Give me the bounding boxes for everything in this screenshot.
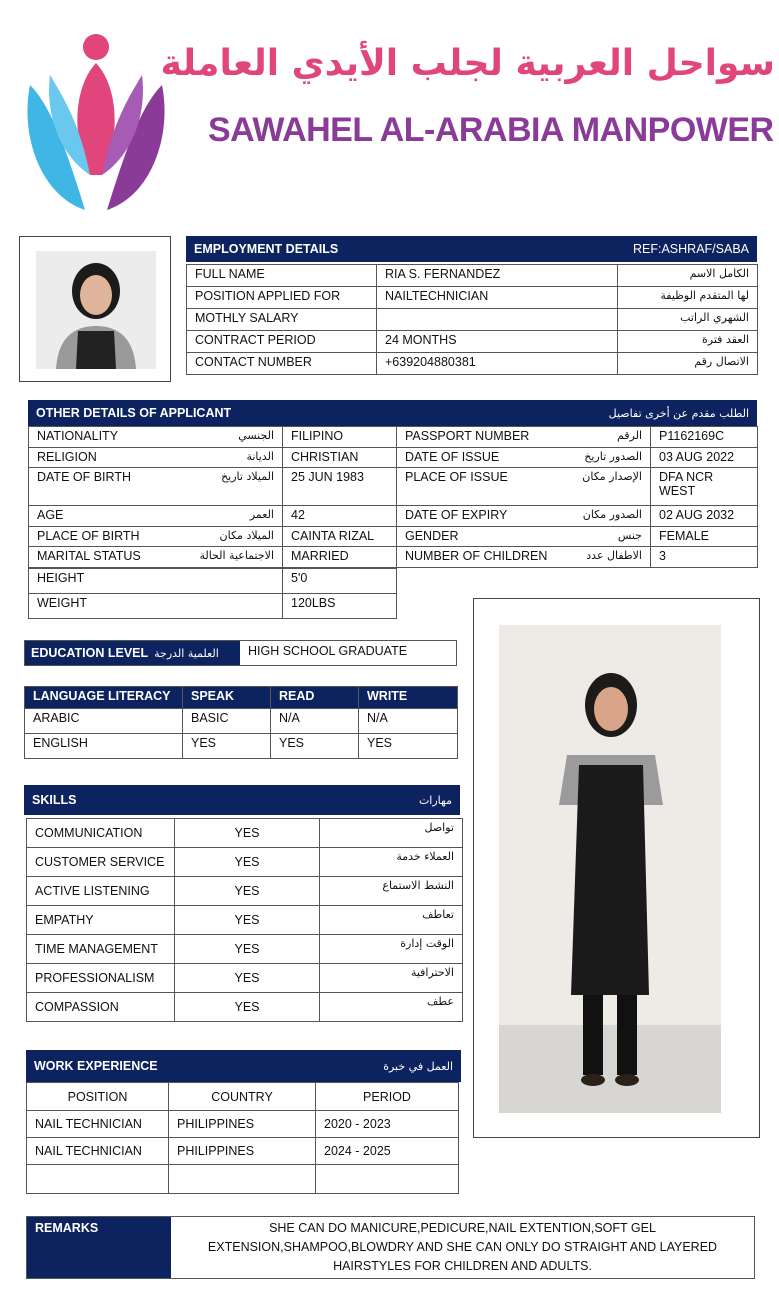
employment-title: EMPLOYMENT DETAILS xyxy=(194,242,339,256)
work-experience-header xyxy=(26,1050,461,1082)
other-details-table xyxy=(28,426,758,568)
passport-label-arabic: الرقم xyxy=(616,429,642,442)
language-cell: ARABIC xyxy=(25,709,183,734)
language-header: READ xyxy=(271,687,359,709)
skill-row xyxy=(27,993,463,1022)
work-table xyxy=(26,1082,459,1194)
skill-value: YES xyxy=(175,906,320,935)
detail-label-cell xyxy=(29,547,283,568)
field-label: CONTACT NUMBER xyxy=(187,353,377,375)
passport-label: PASSPORT NUMBER xyxy=(405,429,530,443)
skill-name-arabic: تواصل xyxy=(320,819,463,848)
passport-label-arabic: جنس xyxy=(617,528,642,542)
detail-row xyxy=(29,526,758,547)
field-label-arabic: الكامل الاسم xyxy=(618,265,758,287)
detail-label-arabic: الميلاد تاريخ xyxy=(221,470,274,483)
language-cell: N/A xyxy=(359,709,458,734)
detail-row xyxy=(29,427,758,448)
passport-value: 02 AUG 2032 xyxy=(651,506,758,527)
skill-name-arabic: عطف xyxy=(320,993,463,1022)
skill-row xyxy=(27,964,463,993)
skill-name: TIME MANAGEMENT xyxy=(27,935,175,964)
passport-value: DFA NCR WEST xyxy=(651,468,758,506)
passport-label-cell xyxy=(397,427,651,448)
company-logo xyxy=(20,25,172,217)
work-cell: NAIL TECHNICIAN xyxy=(27,1111,169,1138)
skills-table xyxy=(26,818,463,1022)
work-cell: PHILIPPINES xyxy=(169,1138,316,1165)
detail-label-arabic: الميلاد مكان xyxy=(219,528,274,542)
height-label: HEIGHT xyxy=(29,569,283,594)
employment-row xyxy=(187,309,758,331)
skill-name: CUSTOMER SERVICE xyxy=(27,848,175,877)
detail-row xyxy=(29,447,758,468)
language-header-row xyxy=(25,687,458,709)
passport-label: NUMBER OF CHILDREN xyxy=(405,549,548,563)
applicant-photo-full xyxy=(473,598,760,1138)
other-details-title-arabic: الطلب مقدم عن أخرى تفاصيل xyxy=(608,406,749,420)
remarks-row xyxy=(26,1216,755,1279)
skill-name: COMPASSION xyxy=(27,993,175,1022)
field-label: CONTRACT PERIOD xyxy=(187,331,377,353)
work-header: COUNTRY xyxy=(169,1083,316,1111)
detail-label: RELIGION xyxy=(37,449,97,464)
passport-label: GENDER xyxy=(405,528,459,543)
applicant-photo-small xyxy=(19,236,171,382)
work-cell: PHILIPPINES xyxy=(169,1111,316,1138)
detail-label: NATIONALITY xyxy=(37,429,119,443)
work-cell xyxy=(169,1165,316,1194)
detail-label-cell xyxy=(29,447,283,468)
detail-label-arabic: العمر xyxy=(249,508,274,521)
detail-label-arabic: الجنسي xyxy=(238,429,274,442)
skill-value: YES xyxy=(175,935,320,964)
remarks-text: SHE CAN DO MANICURE,PEDICURE,NAIL EXTENTION,SOFT GEL EXTENSION,SHAMPOO,BLOWDRY AND SHE CAN ONLY DO STRAIGHT AND LAYERED HAIRSTYLES FOR CHILDREN AND ADULTS. xyxy=(207,1221,718,1273)
employment-row xyxy=(187,287,758,309)
employment-row xyxy=(187,265,758,287)
reference: REF:ASHRAF/SABA xyxy=(633,242,749,256)
field-value xyxy=(377,309,618,331)
skill-row xyxy=(27,848,463,877)
company-name-arabic: سواحل العربية لجلب الأيدي العاملة xyxy=(160,43,775,84)
passport-label-cell xyxy=(397,468,651,506)
language-header: LANGUAGE LITERACY xyxy=(25,687,183,709)
detail-value: MARRIED xyxy=(283,547,397,568)
skill-name-arabic: تعاطف xyxy=(320,906,463,935)
detail-label: PLACE OF BIRTH xyxy=(37,528,140,543)
work-cell xyxy=(316,1165,459,1194)
skill-value: YES xyxy=(175,819,320,848)
work-title-arabic: العمل في خبرة xyxy=(383,1059,453,1073)
passport-label-cell xyxy=(397,547,651,568)
detail-value: CHRISTIAN xyxy=(283,447,397,468)
detail-label: DATE OF BIRTH xyxy=(37,470,131,484)
field-label-arabic: الاتصال رقم xyxy=(618,353,758,375)
work-title: WORK EXPERIENCE xyxy=(34,1059,158,1073)
other-details-header xyxy=(28,400,757,426)
detail-row xyxy=(29,547,758,568)
detail-row xyxy=(29,468,758,506)
height-value: 5'0 xyxy=(283,569,397,594)
field-value: NAILTECHNICIAN xyxy=(377,287,618,309)
field-label: FULL NAME xyxy=(187,265,377,287)
skill-name: ACTIVE LISTENING xyxy=(27,877,175,906)
field-label-arabic: الشهري الراتب xyxy=(618,309,758,331)
detail-value: CAINTA RIZAL xyxy=(283,526,397,547)
field-value: RIA S. FERNANDEZ xyxy=(377,265,618,287)
skill-value: YES xyxy=(175,964,320,993)
detail-row xyxy=(29,506,758,527)
employment-row xyxy=(187,331,758,353)
passport-label-cell xyxy=(397,506,651,527)
remarks-label: REMARKS xyxy=(27,1217,171,1278)
employment-details-header xyxy=(186,236,757,262)
skill-name: EMPATHY xyxy=(27,906,175,935)
language-cell: YES xyxy=(183,734,271,759)
skill-value: YES xyxy=(175,877,320,906)
skill-name-arabic: النشط الاستماع xyxy=(320,877,463,906)
skill-row xyxy=(27,819,463,848)
other-details-title: OTHER DETAILS OF APPLICANT xyxy=(36,406,232,420)
skill-value: YES xyxy=(175,848,320,877)
work-header-row xyxy=(27,1083,459,1111)
education-label-arabic: العلمية الدرجة xyxy=(154,646,219,660)
weight-label: WEIGHT xyxy=(29,594,283,619)
passport-label-arabic: الصدور تاريخ xyxy=(584,449,642,463)
skill-row xyxy=(27,935,463,964)
education-row xyxy=(24,640,457,666)
language-cell: N/A xyxy=(271,709,359,734)
language-row xyxy=(25,709,458,734)
skill-name: PROFESSIONALISM xyxy=(27,964,175,993)
work-header: POSITION xyxy=(27,1083,169,1111)
employment-table xyxy=(186,264,758,375)
detail-value: 42 xyxy=(283,506,397,527)
language-cell: BASIC xyxy=(183,709,271,734)
language-header: WRITE xyxy=(359,687,458,709)
detail-label-cell xyxy=(29,427,283,448)
work-row xyxy=(27,1138,459,1165)
passport-label-arabic: الاطفال عدد xyxy=(586,549,642,562)
detail-label: AGE xyxy=(37,508,64,522)
skill-name-arabic: الاحترافية xyxy=(320,964,463,993)
passport-value: 3 xyxy=(651,547,758,568)
skill-name-arabic: العملاء خدمة xyxy=(320,848,463,877)
detail-value: FILIPINO xyxy=(283,427,397,448)
work-cell: 2024 - 2025 xyxy=(316,1138,459,1165)
field-label: MOTHLY SALARY xyxy=(187,309,377,331)
education-label: EDUCATION LEVEL xyxy=(31,646,149,660)
physical-table xyxy=(28,568,397,619)
passport-value: P1162169C xyxy=(651,427,758,448)
passport-label-arabic: الإصدار مكان xyxy=(582,470,642,483)
skill-name-arabic: الوقت إدارة xyxy=(320,935,463,964)
skill-name: COMMUNICATION xyxy=(27,819,175,848)
language-cell: ENGLISH xyxy=(25,734,183,759)
field-label-arabic: العقد فترة xyxy=(618,331,758,353)
detail-label-arabic: الديانة xyxy=(246,449,274,463)
weight-value: 120LBS xyxy=(283,594,397,619)
language-row xyxy=(25,734,458,759)
passport-label: DATE OF ISSUE xyxy=(405,449,500,464)
detail-label-cell xyxy=(29,468,283,506)
work-row xyxy=(27,1111,459,1138)
detail-label-arabic: الاجتماعية الحالة xyxy=(199,549,274,562)
passport-label-cell xyxy=(397,447,651,468)
detail-label: MARITAL STATUS xyxy=(37,549,141,563)
skills-header xyxy=(24,785,460,815)
passport-label: DATE OF EXPIRY xyxy=(405,508,508,522)
passport-value: FEMALE xyxy=(651,526,758,547)
passport-label-arabic: الصدور مكان xyxy=(582,508,642,521)
company-name-english: SAWAHEL AL-ARABIA MANPOWER xyxy=(208,111,774,149)
language-cell: YES xyxy=(271,734,359,759)
work-cell: NAIL TECHNICIAN xyxy=(27,1138,169,1165)
language-header: SPEAK xyxy=(183,687,271,709)
passport-value: 03 AUG 2022 xyxy=(651,447,758,468)
work-row xyxy=(27,1165,459,1194)
passport-label-cell xyxy=(397,526,651,547)
skill-value: YES xyxy=(175,993,320,1022)
employment-row xyxy=(187,353,758,375)
detail-value: 25 JUN 1983 xyxy=(283,468,397,506)
detail-label-cell xyxy=(29,506,283,527)
skills-title: SKILLS xyxy=(32,793,77,807)
skills-title-arabic: مهارات xyxy=(418,793,452,807)
field-label-arabic: لها المتقدم الوظيفة xyxy=(618,287,758,309)
skill-row xyxy=(27,877,463,906)
work-header: PERIOD xyxy=(316,1083,459,1111)
field-value: +639204880381 xyxy=(377,353,618,375)
education-value: HIGH SCHOOL GRADUATE xyxy=(248,644,408,658)
work-cell: 2020 - 2023 xyxy=(316,1111,459,1138)
passport-label: PLACE OF ISSUE xyxy=(405,470,508,484)
skill-row xyxy=(27,906,463,935)
field-label: POSITION APPLIED FOR xyxy=(187,287,377,309)
detail-label-cell xyxy=(29,526,283,547)
language-table xyxy=(24,686,458,759)
work-cell xyxy=(27,1165,169,1194)
language-cell: YES xyxy=(359,734,458,759)
field-value: 24 MONTHS xyxy=(377,331,618,353)
